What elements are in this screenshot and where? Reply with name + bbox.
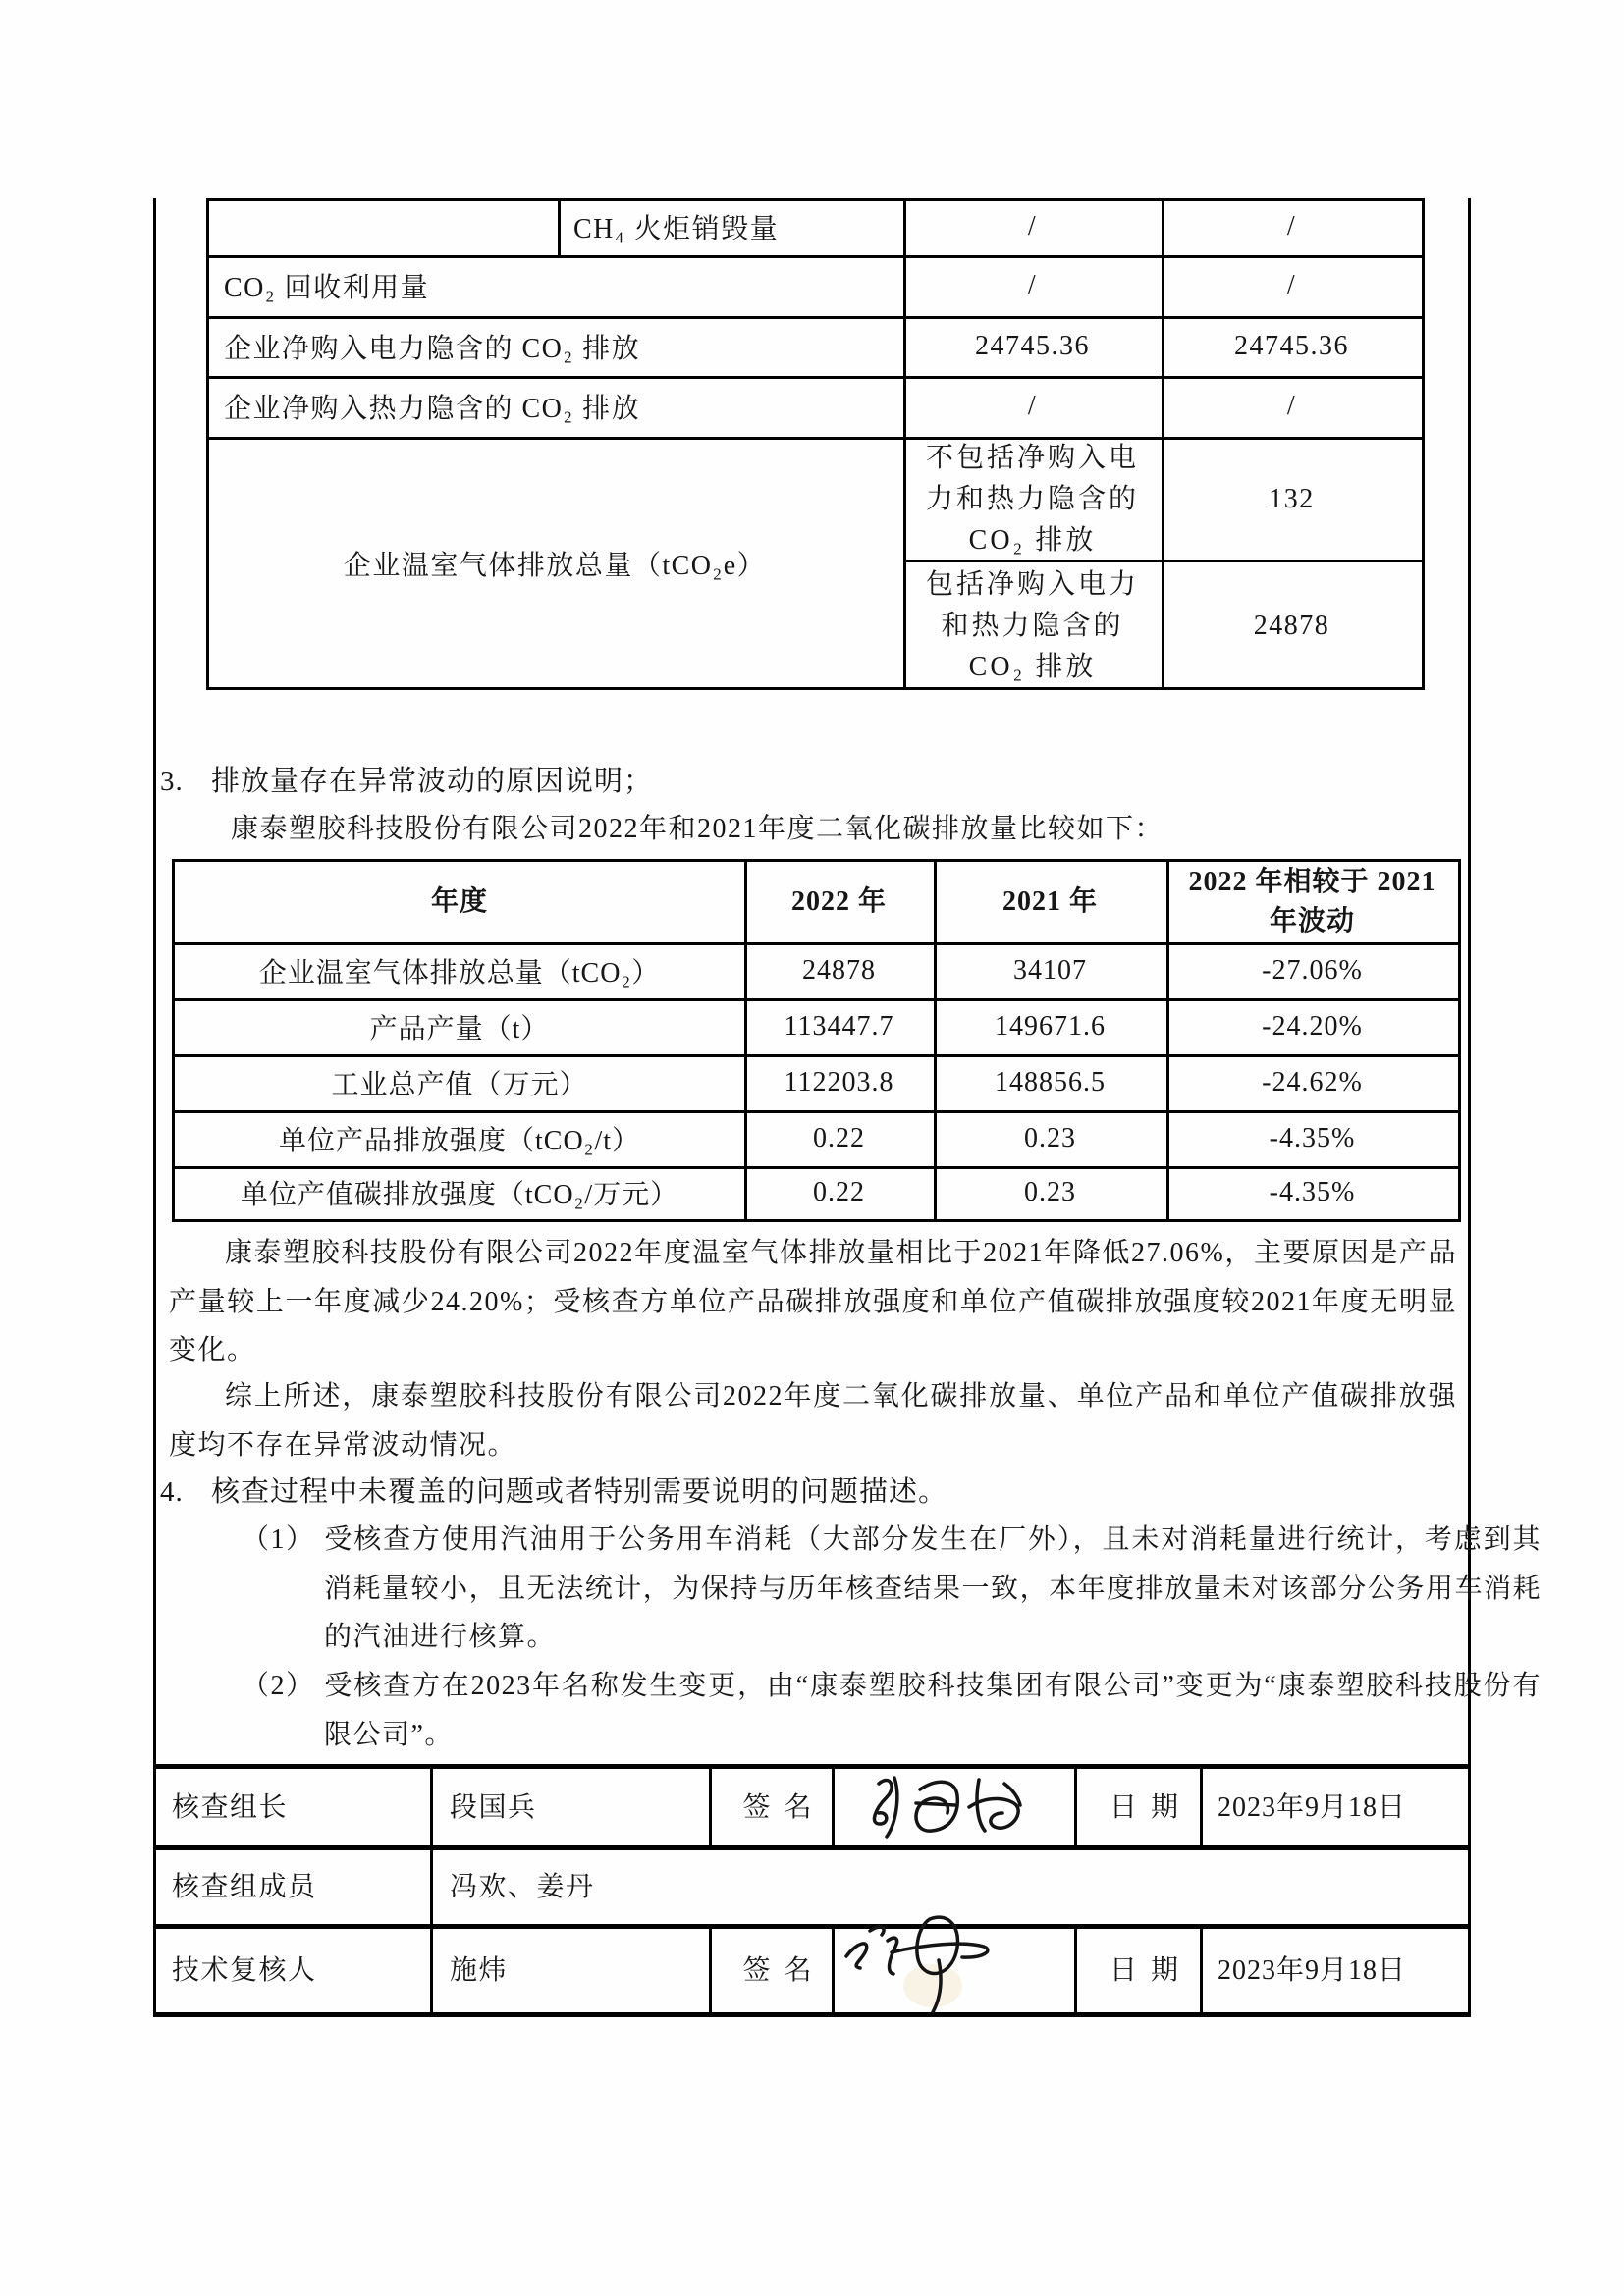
- role-label-technical-reviewer: 技术复核人: [172, 1955, 317, 1986]
- comparison-row-label: 企业温室气体排放总量（tCO₂）: [258, 957, 661, 988]
- comparison-table: [172, 859, 1461, 1222]
- section-3-number: 3.: [160, 766, 184, 797]
- grid-line: [1422, 198, 1425, 690]
- value-cell: /: [1286, 211, 1297, 241]
- breakdown-label-including: 包括净购入电力和热力隐含的 CO₂ 排放: [925, 568, 1139, 682]
- signoff-table: [154, 1764, 1468, 2017]
- comparison-cell: 149671.6: [995, 1010, 1106, 1041]
- value-cell: /: [1027, 270, 1038, 300]
- item-1-text: 受核查方使用汽油用于公务用车消耗（大部分发生在厂外），且未对消耗量进行统计，考虑到其消耗量较小，且无法统计，为保持与历年核查结果一致，本年度排放量未对该部分公务用车消耗的汽油进行核算。: [324, 1524, 1542, 1652]
- comparison-cell: 148856.5: [995, 1066, 1106, 1097]
- breakdown-value-including: 24878: [1253, 610, 1330, 641]
- comparison-cell: 0.22: [813, 1177, 865, 1207]
- comparison-cell: 112203.8: [784, 1066, 894, 1097]
- comparison-cell: -24.62%: [1262, 1066, 1363, 1097]
- section-4-heading: [160, 1468, 947, 1516]
- comparison-cell: 34107: [1013, 954, 1087, 986]
- section-4-number: 4.: [160, 1476, 184, 1508]
- comparison-cell: -24.20%: [1262, 1010, 1363, 1041]
- comparison-cell: -27.06%: [1262, 954, 1363, 986]
- team-leader-name: 段国兵: [450, 1791, 537, 1823]
- column-header-variation: 2022 年相较于 2021 年波动: [1188, 867, 1436, 936]
- value-cell: 24745.36: [1234, 330, 1349, 361]
- section-4-item-1: [242, 1516, 1542, 1662]
- row-label-co2-recovery: CO₂ 回收利用量: [224, 273, 430, 303]
- comparison-cell: 24878: [802, 954, 876, 986]
- date-label: 日期: [1109, 1955, 1192, 1986]
- section-3-intro: 康泰塑胶科技股份有限公司2022年和2021年度二氧化碳排放量比较如下：: [231, 814, 1164, 844]
- technical-reviewer-date: 2023年9月18日: [1218, 1955, 1407, 1986]
- column-header-2022: 2022 年: [790, 886, 887, 917]
- comparison-cell: 0.23: [1024, 1177, 1076, 1207]
- comparison-row-label: 工业总产值（万元）: [331, 1069, 588, 1100]
- analysis-paragraph-2: 综上所述，康泰塑胶科技股份有限公司2022年度二氧化碳排放量、单位产品和单位产值碳排放强度均不存在异常波动情况。: [169, 1381, 1457, 1461]
- column-header-year: 年度: [430, 886, 488, 917]
- team-leader-date: 2023年9月18日: [1218, 1791, 1407, 1823]
- comparison-row-label: 单位产值碳排放强度（tCO₂/万元）: [240, 1180, 679, 1210]
- breakdown-value-excluding: 132: [1269, 483, 1315, 514]
- value-cell: /: [1027, 391, 1038, 421]
- value-cell: /: [1027, 211, 1038, 241]
- emissions-table: [154, 198, 1468, 690]
- row-label-total-ghg: 企业温室气体排放总量（tCO₂e）: [343, 551, 767, 581]
- role-label-team-leader: 核查组长: [172, 1791, 289, 1823]
- value-cell: 24745.36: [975, 330, 1090, 361]
- comparison-cell: 0.22: [813, 1122, 865, 1153]
- value-cell: /: [1286, 391, 1297, 421]
- role-label-team-members: 核查组成员: [172, 1872, 317, 1902]
- section-4-item-2: [242, 1662, 1542, 1759]
- value-cell: /: [1286, 270, 1297, 300]
- technical-reviewer-name: 施炜: [450, 1955, 509, 1986]
- signature-label: 签名: [742, 1791, 826, 1823]
- signature-shi-wei-image: [835, 1911, 1001, 2014]
- team-members-names: 冯欢、姜丹: [450, 1872, 595, 1902]
- row-label-purchased-electricity: 企业净购入电力隐含的 CO₂ 排放: [224, 333, 641, 364]
- comparison-row-label: 单位产品排放强度（tCO₂/t）: [279, 1125, 640, 1156]
- breakdown-label-excluding: 不包括净购入电力和热力隐含的 CO₂ 排放: [925, 442, 1139, 556]
- item-2-marker: （2）: [242, 1671, 315, 1701]
- section-3-title: 排放量存在异常波动的原因说明；: [211, 766, 654, 797]
- column-header-2021: 2021 年: [1001, 886, 1098, 917]
- signature-duan-guobing-image: [859, 1768, 1036, 1844]
- signature-label: 签名: [742, 1955, 826, 1986]
- grid-line: [154, 2012, 1468, 2017]
- comparison-cell: 0.23: [1024, 1122, 1076, 1153]
- comparison-cell: 113447.7: [784, 1010, 894, 1041]
- item-2-text: 受核查方在2023年名称发生变更，由“康泰塑胶科技集团有限公司”变更为“康泰塑胶科技股份有限公司”。: [324, 1671, 1542, 1750]
- section-4-title: 核查过程中未覆盖的问题或者特别需要说明的问题描述。: [211, 1476, 948, 1508]
- section-3-heading: [160, 758, 653, 805]
- comparison-cell: -4.35%: [1269, 1177, 1356, 1207]
- row-label-purchased-heat: 企业净购入热力隐含的 CO₂ 排放: [224, 394, 641, 424]
- analysis-paragraph-1: 康泰塑胶科技股份有限公司2022年度温室气体排放量相比于2021年降低27.06%，主要原因是产品产量较上一年度减少24.20%；受核查方单位产品碳排放强度和单位产值碳排放强度较2021年度无明显变化。: [169, 1238, 1457, 1365]
- comparison-row-label: 产品产量（t）: [369, 1013, 550, 1044]
- row-label-ch4-flare: CH₄ 火炬销毁量: [573, 214, 780, 244]
- comparison-cell: -4.35%: [1269, 1122, 1356, 1153]
- date-label: 日期: [1109, 1791, 1192, 1823]
- item-1-marker: （1）: [242, 1524, 315, 1555]
